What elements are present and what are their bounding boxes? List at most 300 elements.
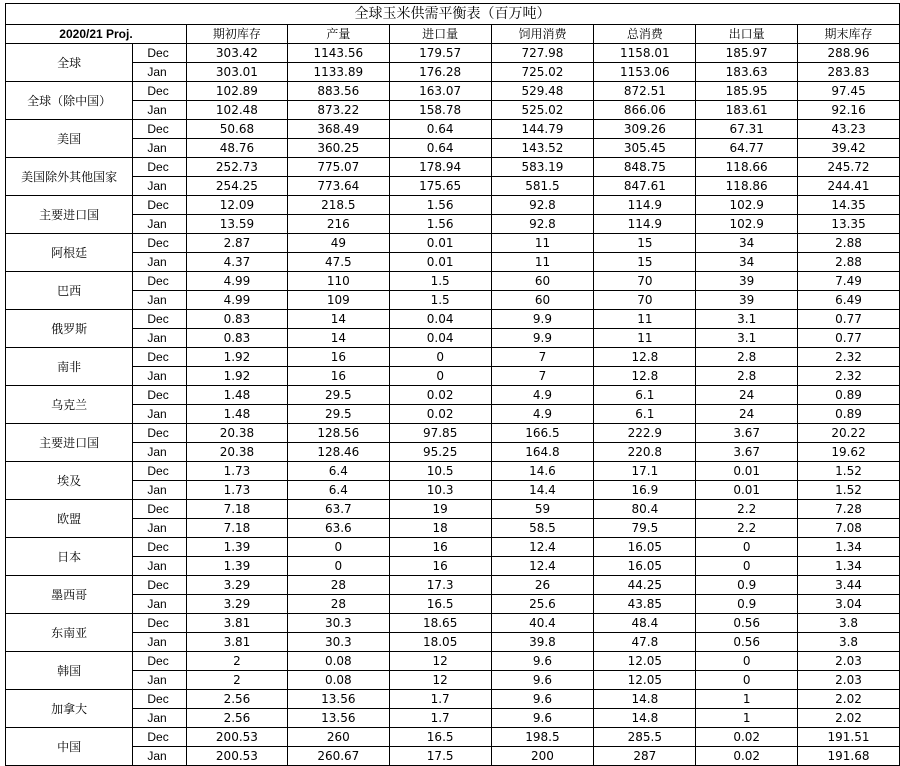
- month-label: Jan: [133, 329, 187, 348]
- table-cell: 0.01: [696, 481, 798, 500]
- table-cell: 97.45: [798, 82, 900, 101]
- column-header: 进口量: [389, 25, 491, 44]
- table-row: [6, 728, 900, 747]
- table-cell: 200: [491, 747, 594, 766]
- table-cell: 6.49: [798, 291, 900, 310]
- table-row: [6, 348, 900, 367]
- table-cell: 102.89: [186, 82, 287, 101]
- table-cell: 11: [594, 310, 696, 329]
- table-cell: 0.77: [798, 329, 900, 348]
- table-cell: 216: [287, 215, 389, 234]
- table-cell: 128.56: [287, 424, 389, 443]
- table-cell: 727.98: [491, 44, 594, 63]
- region-label: 中国: [6, 728, 133, 766]
- table-cell: 1143.56: [287, 44, 389, 63]
- table-cell: 47.5: [287, 253, 389, 272]
- table-cell: 79.5: [594, 519, 696, 538]
- table-cell: 9.9: [491, 329, 594, 348]
- table-cell: 28: [287, 595, 389, 614]
- month-label: Jan: [133, 519, 187, 538]
- table-cell: 0.9: [696, 576, 798, 595]
- table-cell: 847.61: [594, 177, 696, 196]
- table-cell: 3.29: [186, 595, 287, 614]
- table-cell: 118.66: [696, 158, 798, 177]
- table-cell: 92.8: [491, 215, 594, 234]
- table-cell: 1.56: [389, 196, 491, 215]
- table-cell: 10.3: [389, 481, 491, 500]
- table-cell: 3.1: [696, 310, 798, 329]
- table-cell: 92.8: [491, 196, 594, 215]
- table-cell: 43.23: [798, 120, 900, 139]
- table-row: [6, 671, 900, 690]
- table-cell: 29.5: [287, 405, 389, 424]
- month-label: Jan: [133, 709, 187, 728]
- table-cell: 16.05: [594, 538, 696, 557]
- table-row: [6, 576, 900, 595]
- table-cell: 3.04: [798, 595, 900, 614]
- table-cell: 2: [186, 652, 287, 671]
- month-label: Dec: [133, 538, 187, 557]
- table-cell: 1.52: [798, 481, 900, 500]
- month-label: Dec: [133, 728, 187, 747]
- table-cell: 17.5: [389, 747, 491, 766]
- table-cell: 166.5: [491, 424, 594, 443]
- table-cell: 118.86: [696, 177, 798, 196]
- table-cell: 59: [491, 500, 594, 519]
- table-cell: 0.04: [389, 310, 491, 329]
- table-cell: 19: [389, 500, 491, 519]
- table-cell: 1133.89: [287, 63, 389, 82]
- table-cell: 218.5: [287, 196, 389, 215]
- table-cell: 17.1: [594, 462, 696, 481]
- table-cell: 2.8: [696, 367, 798, 386]
- table-cell: 252.73: [186, 158, 287, 177]
- region-label: 乌克兰: [6, 386, 133, 424]
- table-cell: 63.7: [287, 500, 389, 519]
- table-row: [6, 443, 900, 462]
- table-cell: 309.26: [594, 120, 696, 139]
- region-label: 全球（除中国）: [6, 82, 133, 120]
- month-label: Jan: [133, 443, 187, 462]
- table-cell: 19.62: [798, 443, 900, 462]
- month-label: Dec: [133, 652, 187, 671]
- table-cell: 3.8: [798, 633, 900, 652]
- month-label: Jan: [133, 177, 187, 196]
- region-label: 主要进口国: [6, 424, 133, 462]
- table-cell: 144.79: [491, 120, 594, 139]
- table-cell: 2.03: [798, 671, 900, 690]
- month-label: Jan: [133, 671, 187, 690]
- table-cell: 16.9: [594, 481, 696, 500]
- table-cell: 70: [594, 272, 696, 291]
- table-cell: 9.6: [491, 709, 594, 728]
- table-cell: 305.45: [594, 139, 696, 158]
- table-row: [6, 557, 900, 576]
- table-row: [6, 158, 900, 177]
- table-cell: 12: [389, 652, 491, 671]
- table-cell: 198.5: [491, 728, 594, 747]
- table-cell: 6.4: [287, 481, 389, 500]
- month-label: Dec: [133, 310, 187, 329]
- column-header: 产量: [287, 25, 389, 44]
- table-cell: 848.75: [594, 158, 696, 177]
- table-row: [6, 690, 900, 709]
- table-cell: 4.9: [491, 386, 594, 405]
- region-label: 东南亚: [6, 614, 133, 652]
- table-cell: 7.18: [186, 519, 287, 538]
- table-cell: 9.9: [491, 310, 594, 329]
- month-label: Dec: [133, 196, 187, 215]
- table-cell: 13.56: [287, 709, 389, 728]
- table-cell: 13.59: [186, 215, 287, 234]
- table-cell: 3.67: [696, 424, 798, 443]
- table-cell: 360.25: [287, 139, 389, 158]
- table-cell: 16.5: [389, 595, 491, 614]
- table-cell: 102.48: [186, 101, 287, 120]
- table-row: [6, 386, 900, 405]
- table-cell: 0.56: [696, 614, 798, 633]
- table-cell: 220.8: [594, 443, 696, 462]
- table-cell: 1.7: [389, 709, 491, 728]
- month-label: Jan: [133, 367, 187, 386]
- table-cell: 6.1: [594, 386, 696, 405]
- table-cell: 13.56: [287, 690, 389, 709]
- corn-balance-table: [5, 3, 900, 766]
- table-row: [6, 709, 900, 728]
- table-row: [6, 519, 900, 538]
- table-cell: 3.81: [186, 633, 287, 652]
- table-cell: 725.02: [491, 63, 594, 82]
- table-cell: 583.19: [491, 158, 594, 177]
- table-cell: 48.4: [594, 614, 696, 633]
- table-row: [6, 310, 900, 329]
- table-cell: 0.83: [186, 310, 287, 329]
- table-row: [6, 500, 900, 519]
- table-cell: 48.76: [186, 139, 287, 158]
- table-cell: 1: [696, 690, 798, 709]
- column-header: 出口量: [696, 25, 798, 44]
- table-cell: 16: [287, 348, 389, 367]
- table-cell: 24: [696, 405, 798, 424]
- table-cell: 14: [287, 329, 389, 348]
- table-cell: 43.85: [594, 595, 696, 614]
- table-cell: 3.8: [798, 614, 900, 633]
- table-cell: 2.2: [696, 519, 798, 538]
- table-cell: 26: [491, 576, 594, 595]
- table-cell: 0.9: [696, 595, 798, 614]
- table-cell: 178.94: [389, 158, 491, 177]
- table-cell: 260.67: [287, 747, 389, 766]
- table-row: [6, 538, 900, 557]
- table-cell: 12.05: [594, 652, 696, 671]
- table-cell: 185.95: [696, 82, 798, 101]
- table-cell: 92.16: [798, 101, 900, 120]
- table-cell: 102.9: [696, 215, 798, 234]
- month-label: Jan: [133, 557, 187, 576]
- table-cell: 44.25: [594, 576, 696, 595]
- table-cell: 67.31: [696, 120, 798, 139]
- table-cell: 222.9: [594, 424, 696, 443]
- table-cell: 0.56: [696, 633, 798, 652]
- table-cell: 185.97: [696, 44, 798, 63]
- table-cell: 0.89: [798, 386, 900, 405]
- region-label: 巴西: [6, 272, 133, 310]
- table-cell: 39: [696, 291, 798, 310]
- month-label: Jan: [133, 101, 187, 120]
- table-cell: 49: [287, 234, 389, 253]
- table-cell: 0.02: [389, 405, 491, 424]
- table-cell: 1.34: [798, 538, 900, 557]
- table-row: [6, 196, 900, 215]
- table-cell: 285.5: [594, 728, 696, 747]
- table-row: [6, 177, 900, 196]
- month-label: Dec: [133, 462, 187, 481]
- table-cell: 13.35: [798, 215, 900, 234]
- table-cell: 17.3: [389, 576, 491, 595]
- table-cell: 1.39: [186, 557, 287, 576]
- region-label: 墨西哥: [6, 576, 133, 614]
- table-cell: 102.9: [696, 196, 798, 215]
- table-cell: 581.5: [491, 177, 594, 196]
- region-label: 美国除外其他国家: [6, 158, 133, 196]
- table-cell: 60: [491, 272, 594, 291]
- table-cell: 63.6: [287, 519, 389, 538]
- table-cell: 9.6: [491, 690, 594, 709]
- table-cell: 1.34: [798, 557, 900, 576]
- table-cell: 97.85: [389, 424, 491, 443]
- table-cell: 1.92: [186, 367, 287, 386]
- table-cell: 15: [594, 253, 696, 272]
- table-cell: 158.78: [389, 101, 491, 120]
- table-row: [6, 424, 900, 443]
- table-title: 全球玉米供需平衡表（百万吨）: [6, 4, 900, 25]
- region-label: 美国: [6, 120, 133, 158]
- header-row: [6, 25, 900, 44]
- table-row: [6, 63, 900, 82]
- table-cell: 0.08: [287, 652, 389, 671]
- table-cell: 283.83: [798, 63, 900, 82]
- table-cell: 2.88: [798, 253, 900, 272]
- table-cell: 0.83: [186, 329, 287, 348]
- table-cell: 244.41: [798, 177, 900, 196]
- column-header: 总消费: [594, 25, 696, 44]
- table-cell: 16: [389, 538, 491, 557]
- proj-label: 2020/21 Proj.: [6, 25, 187, 44]
- region-label: 日本: [6, 538, 133, 576]
- table-row: [6, 367, 900, 386]
- table-cell: 164.8: [491, 443, 594, 462]
- table-cell: 179.57: [389, 44, 491, 63]
- table-cell: 2.32: [798, 367, 900, 386]
- table-cell: 176.28: [389, 63, 491, 82]
- table-cell: 20.38: [186, 443, 287, 462]
- table-cell: 9.6: [491, 652, 594, 671]
- table-cell: 24: [696, 386, 798, 405]
- table-cell: 3.1: [696, 329, 798, 348]
- table-cell: 39.8: [491, 633, 594, 652]
- table-cell: 109: [287, 291, 389, 310]
- table-cell: 14.6: [491, 462, 594, 481]
- table-cell: 2.56: [186, 709, 287, 728]
- table-cell: 12.05: [594, 671, 696, 690]
- table-cell: 1153.06: [594, 63, 696, 82]
- table-row: [6, 120, 900, 139]
- table-cell: 34: [696, 253, 798, 272]
- table-cell: 95.25: [389, 443, 491, 462]
- table-row: [6, 272, 900, 291]
- table-cell: 2.88: [798, 234, 900, 253]
- table-row: [6, 44, 900, 63]
- table-cell: 58.5: [491, 519, 594, 538]
- table-cell: 7.28: [798, 500, 900, 519]
- table-cell: 0.64: [389, 120, 491, 139]
- table-cell: 30.3: [287, 614, 389, 633]
- table-cell: 529.48: [491, 82, 594, 101]
- table-cell: 34: [696, 234, 798, 253]
- table-cell: 30.3: [287, 633, 389, 652]
- table-cell: 7.18: [186, 500, 287, 519]
- month-label: Dec: [133, 158, 187, 177]
- column-header: 期初库存: [186, 25, 287, 44]
- table-cell: 64.77: [696, 139, 798, 158]
- table-row: [6, 291, 900, 310]
- table-cell: 110: [287, 272, 389, 291]
- table-cell: 200.53: [186, 747, 287, 766]
- table-cell: 1.48: [186, 386, 287, 405]
- table-cell: 200.53: [186, 728, 287, 747]
- table-cell: 2: [186, 671, 287, 690]
- table-cell: 12: [389, 671, 491, 690]
- month-label: Dec: [133, 424, 187, 443]
- table-cell: 303.42: [186, 44, 287, 63]
- table-cell: 14.4: [491, 481, 594, 500]
- table-cell: 1.5: [389, 291, 491, 310]
- table-row: [6, 481, 900, 500]
- region-label: 全球: [6, 44, 133, 82]
- table-cell: 80.4: [594, 500, 696, 519]
- table-cell: 0: [696, 538, 798, 557]
- table-container: [5, 3, 900, 766]
- table-cell: 11: [491, 234, 594, 253]
- table-cell: 6.4: [287, 462, 389, 481]
- table-cell: 773.64: [287, 177, 389, 196]
- table-cell: 70: [594, 291, 696, 310]
- table-cell: 1.5: [389, 272, 491, 291]
- month-label: Dec: [133, 348, 187, 367]
- month-label: Jan: [133, 139, 187, 158]
- table-cell: 288.96: [798, 44, 900, 63]
- table-row: [6, 253, 900, 272]
- table-cell: 12.8: [594, 348, 696, 367]
- table-cell: 2.2: [696, 500, 798, 519]
- table-cell: 11: [594, 329, 696, 348]
- table-cell: 4.37: [186, 253, 287, 272]
- table-cell: 60: [491, 291, 594, 310]
- month-label: Jan: [133, 63, 187, 82]
- table-cell: 775.07: [287, 158, 389, 177]
- table-cell: 0: [696, 671, 798, 690]
- month-label: Jan: [133, 595, 187, 614]
- table-cell: 1.73: [186, 481, 287, 500]
- table-row: [6, 234, 900, 253]
- month-label: Dec: [133, 614, 187, 633]
- table-cell: 128.46: [287, 443, 389, 462]
- month-label: Jan: [133, 633, 187, 652]
- table-cell: 12.4: [491, 557, 594, 576]
- table-row: [6, 82, 900, 101]
- region-label: 埃及: [6, 462, 133, 500]
- table-cell: 7: [491, 367, 594, 386]
- table-cell: 1.56: [389, 215, 491, 234]
- table-cell: 1.52: [798, 462, 900, 481]
- table-cell: 0: [389, 348, 491, 367]
- table-cell: 12.09: [186, 196, 287, 215]
- table-cell: 2.8: [696, 348, 798, 367]
- table-cell: 40.4: [491, 614, 594, 633]
- table-cell: 15: [594, 234, 696, 253]
- table-cell: 175.65: [389, 177, 491, 196]
- table-cell: 39: [696, 272, 798, 291]
- table-cell: 2.02: [798, 690, 900, 709]
- table-cell: 18.65: [389, 614, 491, 633]
- table-row: [6, 633, 900, 652]
- region-label: 欧盟: [6, 500, 133, 538]
- table-cell: 114.9: [594, 196, 696, 215]
- table-cell: 0.01: [696, 462, 798, 481]
- table-cell: 16: [287, 367, 389, 386]
- table-cell: 16: [389, 557, 491, 576]
- month-label: Dec: [133, 234, 187, 253]
- table-cell: 0.04: [389, 329, 491, 348]
- table-cell: 287: [594, 747, 696, 766]
- table-cell: 191.68: [798, 747, 900, 766]
- table-cell: 2.87: [186, 234, 287, 253]
- table-cell: 0.02: [696, 747, 798, 766]
- table-cell: 7: [491, 348, 594, 367]
- table-cell: 1.7: [389, 690, 491, 709]
- month-label: Dec: [133, 576, 187, 595]
- table-cell: 10.5: [389, 462, 491, 481]
- table-cell: 2.03: [798, 652, 900, 671]
- table-cell: 0: [696, 557, 798, 576]
- region-label: 主要进口国: [6, 196, 133, 234]
- table-cell: 0.01: [389, 253, 491, 272]
- month-label: Jan: [133, 291, 187, 310]
- region-label: 阿根廷: [6, 234, 133, 272]
- table-cell: 3.81: [186, 614, 287, 633]
- table-cell: 6.1: [594, 405, 696, 424]
- table-cell: 29.5: [287, 386, 389, 405]
- table-cell: 0.02: [389, 386, 491, 405]
- month-label: Dec: [133, 120, 187, 139]
- table-cell: 0.77: [798, 310, 900, 329]
- table-cell: 873.22: [287, 101, 389, 120]
- table-cell: 1.92: [186, 348, 287, 367]
- table-cell: 3.67: [696, 443, 798, 462]
- table-cell: 18.05: [389, 633, 491, 652]
- table-row: [6, 462, 900, 481]
- table-cell: 1.48: [186, 405, 287, 424]
- table-row: [6, 139, 900, 158]
- table-cell: 2.56: [186, 690, 287, 709]
- table-cell: 4.99: [186, 272, 287, 291]
- table-cell: 872.51: [594, 82, 696, 101]
- table-cell: 20.38: [186, 424, 287, 443]
- table-cell: 866.06: [594, 101, 696, 120]
- region-label: 俄罗斯: [6, 310, 133, 348]
- month-label: Jan: [133, 253, 187, 272]
- table-cell: 14.8: [594, 690, 696, 709]
